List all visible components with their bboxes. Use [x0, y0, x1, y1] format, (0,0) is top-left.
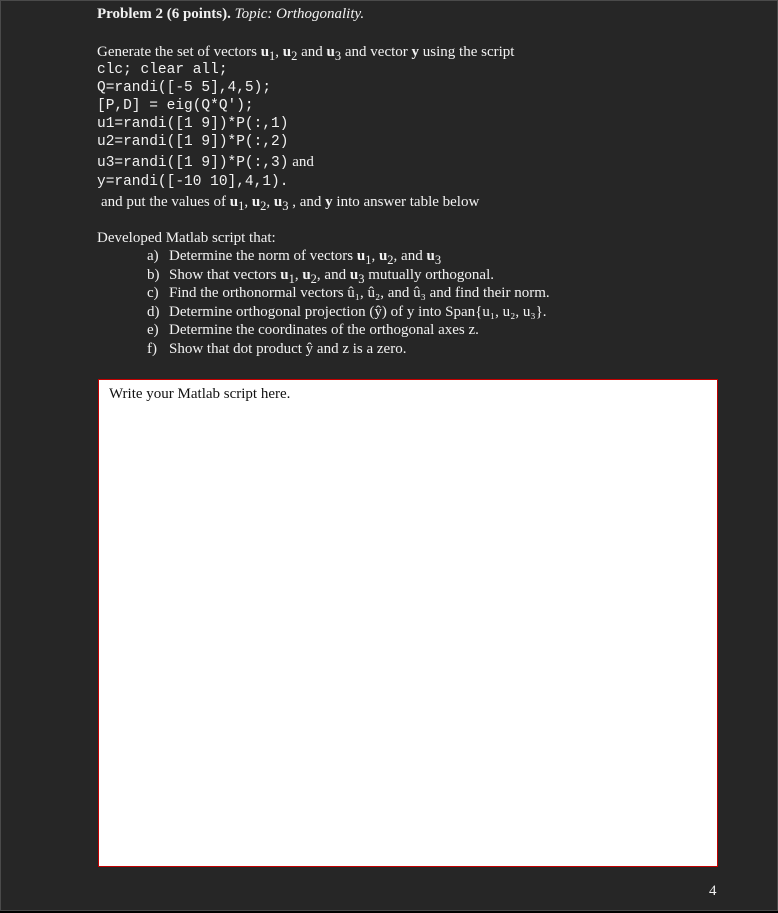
task-item [147, 322, 550, 341]
script-line: u1=randi([1 9])*P(:,1) [97, 116, 289, 132]
task-marker: e) [147, 322, 159, 339]
task-marker: c) [147, 285, 159, 302]
task-marker: a) [147, 248, 159, 264]
vector-u2: u [282, 44, 292, 60]
script-line: u2=randi([1 9])*P(:,2) [97, 134, 289, 150]
task-marker: b) [147, 266, 160, 283]
intro-part: , [275, 44, 283, 60]
task-item [147, 341, 550, 360]
page-number: 4 [709, 883, 717, 899]
subscript: 1 [238, 199, 245, 213]
vector-u1: u [229, 194, 239, 210]
subscript: 1 [365, 253, 372, 267]
task-text: , and [393, 248, 427, 264]
vector-u3: u [349, 266, 359, 283]
task-marker: f) [147, 340, 157, 357]
script-line: u3=randi([1 9])*P(:,3) [97, 155, 289, 171]
subscript: 3 [282, 199, 289, 213]
script-line: [P,D] = eig(Q*Q'); [97, 98, 254, 114]
problem-topic: Topic: Orthogonality. [234, 6, 365, 22]
task-text: Find the orthonormal vectors û₁, û₂, and û₃ and find their norm. [169, 285, 550, 302]
vector-u3: u [426, 248, 435, 264]
script-line: y=randi([-10 10],4,1). [97, 174, 289, 190]
vector-u1: u [356, 248, 366, 264]
task-item [147, 285, 550, 304]
text-part: , [266, 194, 274, 210]
vector-y: y [411, 44, 420, 60]
task-item [147, 267, 550, 286]
script-tail-text: and [288, 154, 314, 170]
subscript: 1 [269, 49, 276, 63]
vector-u2: u [378, 248, 388, 264]
script-line: Q=randi([-5 5],4,5); [97, 80, 272, 96]
text-part: , and [288, 194, 326, 210]
task-text: Determine the norm of vectors [169, 248, 357, 264]
task-text: Show that dot product ŷ and z is a zero. [169, 340, 407, 357]
task-text: , and [316, 266, 350, 283]
task-item [147, 248, 550, 267]
text-part: into answer table below [332, 194, 480, 210]
task-text: , [371, 248, 379, 264]
vector-y: y [325, 194, 333, 210]
subscript: 3 [334, 49, 342, 63]
script-line: clc; clear all; [97, 62, 228, 78]
intro-part: using the script [419, 44, 515, 60]
put-values-text [101, 194, 479, 214]
vector-u3: u [326, 44, 335, 60]
vector-u3: u [273, 194, 283, 210]
subscript: 3 [358, 271, 365, 286]
task-list [147, 248, 550, 360]
intro-part: and vector [341, 44, 412, 60]
task-item [147, 304, 550, 323]
intro-text [97, 44, 514, 64]
developed-heading: Developed Matlab script that: [97, 230, 276, 246]
vector-u1: u [280, 266, 289, 283]
subscript: 2 [387, 253, 394, 267]
vector-u2: u [251, 194, 261, 210]
problem-heading: Problem 2 (6 points). [97, 6, 231, 22]
intro-part: Generate the set of vectors [97, 44, 261, 60]
script-line-with-tail [97, 154, 314, 171]
task-text: mutually orthogonal. [364, 266, 495, 283]
subscript: 2 [291, 49, 298, 63]
vector-u1: u [260, 44, 270, 60]
subscript: 3 [434, 253, 442, 267]
task-text: , [294, 266, 303, 283]
task-text: Determine the coordinates of the orthogonal axes z. [169, 322, 479, 339]
task-text: Show that vectors [169, 266, 281, 283]
answer-box[interactable] [98, 379, 718, 867]
text-part: , [244, 194, 252, 210]
task-marker: d) [147, 303, 160, 320]
subscript: 2 [310, 271, 317, 286]
problem-title [97, 6, 364, 23]
intro-part: and [297, 44, 327, 60]
text-part: and put the values of [101, 194, 230, 210]
task-text: Determine orthogonal projection (ŷ) of y into Span{u₁, u₂, u₃}. [169, 303, 547, 320]
vector-u2: u [302, 266, 311, 283]
answer-placeholder: Write your Matlab script here. [109, 386, 291, 402]
subscript: 1 [288, 271, 295, 286]
subscript: 2 [260, 199, 267, 213]
